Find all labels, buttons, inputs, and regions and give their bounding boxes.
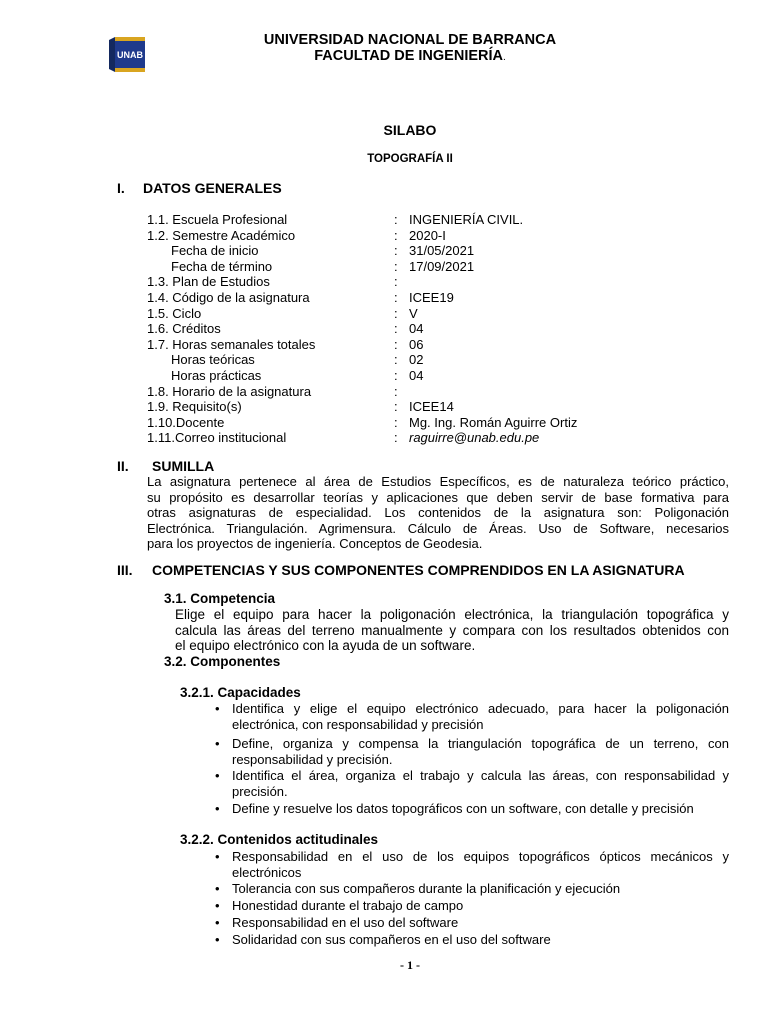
competencia-paragraph: [175, 607, 729, 654]
actitudinal-item-line: Responsabilidad en el uso del software: [232, 915, 459, 930]
general-row: [147, 243, 667, 259]
general-row: [147, 415, 667, 431]
faculty-dot: .: [503, 52, 506, 63]
actitudinal-item-line: Tolerancia con sus compañeros durante la planificación y ejecución: [232, 881, 621, 896]
sumilla-line: Electrónica. Triangulación. Agrimensura. Cálculo de Áreas. Uso de Software, necesarios: [147, 520, 729, 536]
general-row-value: 02: [409, 352, 424, 368]
general-row-colon: :: [394, 227, 398, 243]
section-3-title: COMPETENCIAS Y SUS COMPONENTES COMPRENDIDOS EN LA ASIGNATURA: [152, 562, 685, 578]
capacidad-item: [232, 701, 729, 732]
capacidad-item-line: precisión.: [232, 783, 288, 799]
capacidad-item: [232, 801, 729, 817]
general-row-value: V: [409, 305, 418, 321]
general-row-value: 31/05/2021: [409, 243, 475, 259]
general-row: [147, 337, 667, 353]
general-row-value: 17/09/2021: [409, 258, 475, 274]
sumilla-line: para los proyectos de ingeniería. Conceptos de Geodesia.: [147, 536, 483, 552]
general-row-value: Mg. Ing. Román Aguirre Ortiz: [409, 414, 578, 430]
general-row-colon: :: [394, 414, 398, 430]
general-row-colon: :: [394, 258, 398, 274]
general-row: [147, 321, 667, 337]
general-row-value: ICEE14: [409, 399, 454, 415]
general-row-label: 1.10.Docente: [147, 414, 225, 430]
page-number: - 1 -: [400, 958, 420, 972]
general-row-label: 1.5. Ciclo: [147, 305, 202, 321]
bullet-icon: •: [215, 701, 220, 716]
section-2-number: II.: [117, 458, 129, 474]
general-row-label: 1.7. Horas semanales totales: [147, 336, 316, 352]
general-row-label: Horas prácticas: [171, 368, 262, 383]
general-row-colon: :: [394, 321, 398, 337]
general-row-label: 1.4. Código de la asignatura: [147, 290, 310, 305]
general-row: [147, 430, 667, 446]
section-1-number: I.: [117, 180, 125, 196]
general-row: [147, 352, 667, 368]
actitudinal-item-line: Solidaridad con sus compañeros en el uso del software: [232, 932, 551, 947]
capacidad-item-line: Identifica y elige el equipo electrónico adecuado, para hacer la poligonación: [232, 701, 729, 716]
bullet-icon: •: [215, 881, 220, 896]
general-row: [147, 399, 667, 415]
general-row-value: raguirre@unab.edu.pe: [409, 430, 540, 446]
course-title: TOPOGRAFÍA II: [367, 153, 453, 165]
capacidad-item-line: electrónica, con responsabilidad y precisión: [232, 716, 484, 732]
general-row-label: 1.8. Horario de la asignatura: [147, 383, 312, 399]
actitudinal-item: [232, 898, 729, 914]
capacidad-item: [232, 736, 729, 767]
general-row-colon: :: [394, 212, 398, 227]
section-1-title: DATOS GENERALES: [143, 180, 282, 196]
general-row-value: 04: [409, 321, 424, 337]
document-title: SILABO: [383, 122, 437, 138]
competencia-line: el equipo electrónico con la ayuda de un software.: [175, 638, 476, 654]
general-row-colon: :: [394, 274, 398, 290]
actitudinal-item: [232, 932, 729, 948]
competencia-line: calcula las áreas del terreno manualmente y compara con los resultados obtenidos con: [175, 622, 729, 638]
general-row-value: 06: [409, 336, 424, 352]
general-row: [147, 368, 667, 384]
general-row-label: Horas teóricas: [171, 352, 255, 368]
general-row: [147, 306, 667, 322]
general-row-colon: :: [394, 336, 398, 352]
actitudinales-heading: 3.2.2. Contenidos actitudinales: [180, 832, 379, 847]
competencia-line: Elige el equipo para hacer la poligonación electrónica, la triangulación topográfica y: [175, 607, 729, 622]
sumilla-line: La asignatura pertenece al área de Estudios Específicos, es de naturaleza teórico práctico,: [147, 474, 729, 489]
capacidad-item: [232, 768, 729, 799]
general-row-colon: :: [394, 399, 398, 415]
general-row-value: 2020-I: [409, 227, 446, 243]
bullet-icon: •: [215, 801, 220, 816]
general-row-label: 1.2. Semestre Académico: [147, 227, 296, 243]
general-row-label: 1.9. Requisito(s): [147, 399, 242, 415]
general-row-colon: :: [394, 383, 398, 399]
general-row-label: 1.3. Plan de Estudios: [147, 274, 270, 290]
sumilla-line: su propósito es desarrollar teorías y aplicaciones que deben servir de base formativa para: [147, 489, 729, 505]
logo-text: UNAB: [117, 50, 143, 60]
capacidad-item-line: responsabilidad y precisión.: [232, 751, 393, 767]
section-2-title: SUMILLA: [152, 458, 215, 474]
capacidades-heading: 3.2.1. Capacidades: [180, 685, 301, 700]
general-row-colon: :: [394, 430, 398, 446]
general-row-label: Fecha de inicio: [171, 243, 259, 259]
componentes-heading: 3.2. Componentes: [164, 654, 281, 669]
sumilla-line: otras asignaturas de especialidad. Los contenidos de la asignatura son: Poligonación: [147, 505, 729, 521]
general-row-colon: :: [394, 305, 398, 321]
general-row-colon: :: [394, 243, 398, 259]
general-row: [147, 212, 667, 228]
general-row-label: Fecha de término: [171, 258, 273, 274]
actitudinal-item: [232, 881, 729, 897]
bullet-icon: •: [215, 849, 220, 864]
general-row: [147, 290, 667, 306]
faculty-name-text: FACULTAD DE INGENIERÍA: [314, 48, 503, 64]
general-row: [147, 274, 667, 290]
sumilla-paragraph: [147, 474, 729, 552]
general-row-value: 04: [409, 368, 424, 383]
bullet-icon: •: [215, 736, 220, 751]
bullet-icon: •: [215, 768, 220, 783]
general-row: [147, 384, 667, 400]
general-row-value: INGENIERÍA CIVIL.: [409, 212, 524, 227]
section-3-number: III.: [117, 562, 133, 578]
capacidad-item-line: Identifica el área, organiza el trabajo y calcula las áreas, con responsabilidad y: [232, 768, 729, 783]
general-row: [147, 228, 667, 244]
actitudinal-item: [232, 915, 729, 931]
general-row-colon: :: [394, 352, 398, 368]
actitudinal-item: [232, 849, 729, 880]
competencia-heading: 3.1. Competencia: [164, 591, 276, 606]
actitudinal-item-line: electrónicos: [232, 864, 302, 880]
capacidad-item-line: Define y resuelve los datos topográficos con un software, con detalle y precisión: [232, 801, 694, 816]
general-row-label: 1.6. Créditos: [147, 321, 221, 337]
actitudinal-item-line: Responsabilidad en el uso de los equipos topográficos ópticos mecánicos y: [232, 849, 729, 864]
general-row-value: ICEE19: [409, 290, 454, 305]
general-row: [147, 259, 667, 275]
bullet-icon: •: [215, 898, 220, 913]
university-name: UNIVERSIDAD NACIONAL DE BARRANCA: [263, 32, 557, 48]
general-row-label: 1.11.Correo institucional: [147, 430, 287, 446]
general-row-colon: :: [394, 368, 398, 383]
bullet-icon: •: [215, 932, 220, 947]
bullet-icon: •: [215, 915, 220, 930]
faculty-name: [0, 48, 768, 66]
general-row-colon: :: [394, 290, 398, 305]
capacidad-item-line: Define, organiza y compensa la triangulación topográfica de un terreno, con: [232, 736, 729, 751]
actitudinal-item-line: Honestidad durante el trabajo de campo: [232, 898, 464, 913]
general-row-label: 1.1. Escuela Profesional: [147, 212, 288, 227]
